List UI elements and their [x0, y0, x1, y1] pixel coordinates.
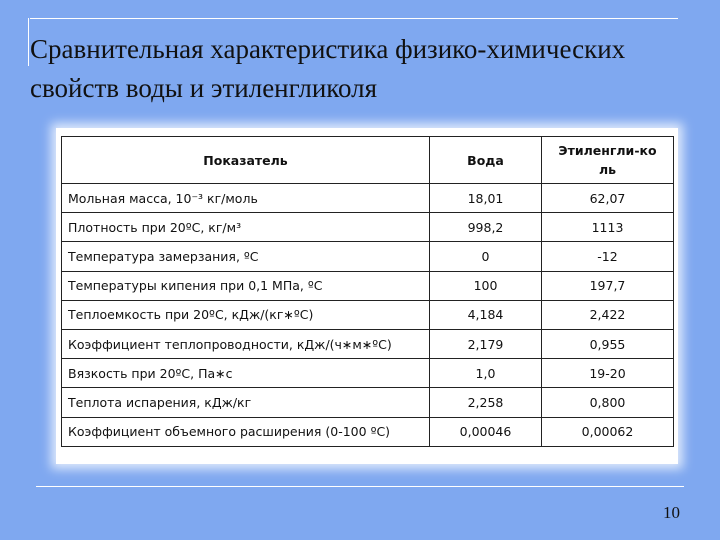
table-row [62, 300, 674, 329]
page-number: 10 [663, 503, 680, 522]
header-indicator: Показатель [62, 137, 430, 184]
cell-ethylene-glycol: -12 [542, 242, 674, 271]
table-row [62, 271, 674, 300]
properties-table [61, 136, 674, 447]
table-row [62, 329, 674, 358]
cell-indicator: Температура замерзания, ºС [62, 242, 430, 271]
cell-ethylene-glycol: 0,00062 [542, 417, 674, 446]
slide-title: Сравнительная характеристика физико-химических свойств воды и этиленгликоля [30, 34, 626, 103]
table-row [62, 417, 674, 446]
cell-indicator: Температуры кипения при 0,1 МПа, ºС [62, 271, 430, 300]
bottom-rule [36, 486, 684, 487]
cell-indicator: Плотность при 20ºС, кг/м³ [62, 213, 430, 242]
table-row [62, 213, 674, 242]
table-row [62, 359, 674, 388]
cell-water: 2,258 [430, 388, 542, 417]
cell-ethylene-glycol: 1113 [542, 213, 674, 242]
cell-indicator: Теплота испарения, кДж/кг [62, 388, 430, 417]
cell-indicator: Вязкость при 20ºС, Па∗с [62, 359, 430, 388]
cell-ethylene-glycol: 0,800 [542, 388, 674, 417]
cell-water: 0,00046 [430, 417, 542, 446]
cell-water: 0 [430, 242, 542, 271]
cell-water: 998,2 [430, 213, 542, 242]
table-row [62, 184, 674, 213]
cell-water: 18,01 [430, 184, 542, 213]
table-row [62, 388, 674, 417]
header-ethylene-glycol-text: Этиленгли-коль [558, 143, 657, 177]
cell-indicator: Коэффициент объемного расширения (0-100 ºС) [62, 417, 430, 446]
table-row [62, 242, 674, 271]
header-water: Вода [430, 137, 542, 184]
cell-indicator: Мольная масса, 10⁻³ кг/моль [62, 184, 430, 213]
cell-water: 4,184 [430, 300, 542, 329]
cell-ethylene-glycol: 0,955 [542, 329, 674, 358]
cell-ethylene-glycol: 197,7 [542, 271, 674, 300]
cell-indicator: Коэффициент теплопроводности, кДж/(ч∗м∗ºС) [62, 329, 430, 358]
cell-ethylene-glycol: 62,07 [542, 184, 674, 213]
cell-indicator: Теплоемкость при 20ºС, кДж/(кг∗ºС) [62, 300, 430, 329]
cell-ethylene-glycol: 2,422 [542, 300, 674, 329]
cell-water: 1,0 [430, 359, 542, 388]
header-ethylene-glycol [542, 137, 674, 184]
cell-water: 2,179 [430, 329, 542, 358]
cell-ethylene-glycol: 19-20 [542, 359, 674, 388]
table-panel [56, 128, 678, 464]
top-rule [30, 18, 678, 19]
left-rule [28, 18, 29, 66]
cell-water: 100 [430, 271, 542, 300]
table-header-row [62, 137, 674, 184]
